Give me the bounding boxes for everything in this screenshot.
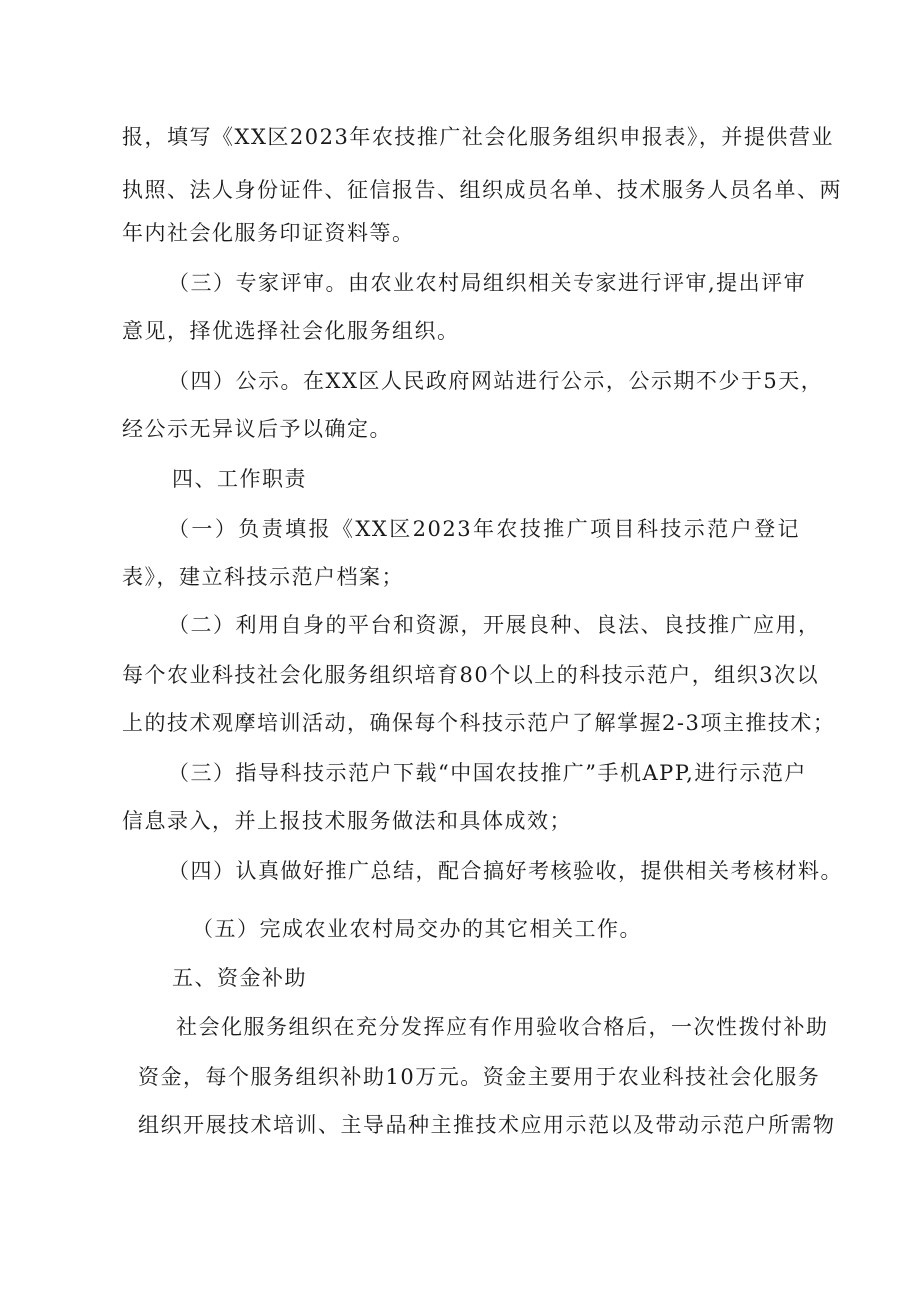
- paragraph-line: 表》，建立科技示范户档案；: [122, 565, 404, 589]
- paragraph-line: （三）指导科技示范户下载“中国农技推广”手机APP,进行示范户: [168, 761, 807, 785]
- paragraph-line: 执照、法人身份证件、征信报告、组织成员名单、技术服务人员名单、两: [122, 178, 842, 202]
- paragraph-line: （一）负责填报《XX区2023年农技推广项目科技示范户登记: [168, 517, 800, 541]
- paragraph-line: （三）专家评审。由农业农村局组织相关专家进行评审,提出评审: [168, 271, 807, 295]
- paragraph-line: （五）完成农业农村局交办的其它相关工作。: [192, 917, 642, 941]
- paragraph-line: 年内社会化服务印证资料等。: [122, 221, 415, 245]
- paragraph-line: 经公示无异议后予以确定。: [122, 417, 392, 441]
- section-heading: 五、资金补助: [172, 966, 307, 990]
- paragraph-line: 上的技术观摩培训活动，确保每个科技示范户了解掌握2-3项主推技术；: [122, 711, 836, 735]
- paragraph-line: 社会化服务组织在充分发挥应有作用验收合格后，一次性拨付补助: [176, 1015, 829, 1039]
- paragraph-line: 信息录入，并上报技术服务做法和具体成效；: [122, 809, 572, 833]
- paragraph-line: （四）认真做好推广总结，配合搞好考核验收，提供相关考核材料。: [168, 859, 843, 883]
- paragraph-line: 每个农业科技社会化服务组织培育80个以上的科技示范户，组织3次以: [122, 663, 820, 687]
- paragraph-line: 报，填写《XX区2023年农技推广社会化服务组织申报表》，并提供营业: [122, 125, 834, 149]
- paragraph-line: 组织开展技术培训、主导品种主推技术应用示范以及带动示范户所需物: [138, 1113, 836, 1137]
- paragraph-line: 资金，每个服务组织补助10万元。资金主要用于农业科技社会化服务: [138, 1065, 821, 1089]
- section-heading: 四、工作职责: [172, 467, 307, 491]
- paragraph-line: （二）利用自身的平台和资源，开展良种、良法、良技推广应用，: [168, 613, 821, 637]
- paragraph-line: 意见，择优选择社会化服务组织。: [122, 319, 460, 343]
- paragraph-line: （四）公示。在XX区人民政府网站进行公示，公示期不少于5天，: [168, 369, 824, 393]
